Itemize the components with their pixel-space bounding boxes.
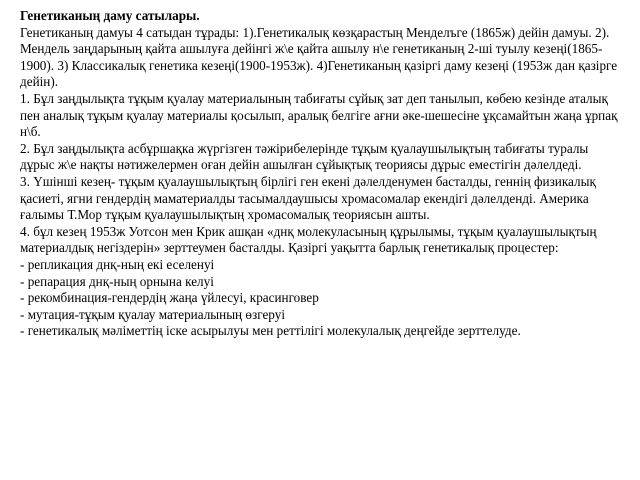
paragraph-stage-4: 4. бұл кезең 1953ж Уотсон мен Крик ашқан «днқ молекуласының құрылымы, тұқым қуалаушылықтың материалдық негіздерін» зерттеумен басталды. Қазіргі уақытта барлық генетикалық процестер: [20,223,597,256]
document-title: Генетиканың даму сатылары. [20,8,200,23]
list-item-genetic-info: - генетикалық мәліметтің іске асырылуы мен реттілігі молекулалық деңгейде зерттелуде. [20,323,521,339]
paragraph-stage-3: 3. Үшінші кезең- тұқым қуалаушылықтың бірлігі ген екені дәлелденумен басталды, геннің физикалық қасиеті, ягни гендердің маматериалды тасымалдаушысы хромасомалар екендігі дәлелденді. Америка ғалымы Т.Мор тұқым қуалаушылықтың хромасомалық теориясын ашты. [20,173,596,223]
paragraph-stage-2: 2. Бұл заңдылықта асбұршақка жүргізген тәжірибелерінде тұқым қуалаушылықтың табиғаты туралы дұрыс ж\е нақты нәтижелермен оған дейін ашылған сұйықтық теориясы дұрыс еместігін дәлелдеді. [20,140,589,173]
paragraph-intro: Генетиканың дамуы 4 сатыдан тұрады: 1).Генетикалық көзқарастың Менделъге (1865ж) дейін дамуы. 2). Мендель заңдарының қайта ашылуға дейінгі ж\е қайта ашылу н\е генетиканың 2-ші туылу кезеңі(1865-1900). 3) Классикалық генетика кезеңі(1900-1953ж). 4)Генетиканың қазіргі даму кезеңі (1953ж дан қазірге дейін). [20,24,618,90]
document-body [20,25,620,340]
list-item-reparation: - репарация днқ-ның орнына келуі [20,273,214,289]
list-item-recombination: - рекомбинация-гендердің жаңа үйлесуі, красинговер [20,290,319,306]
list-item-mutation: - мутация-тұқым қуалау материалының өзгеруі [20,306,285,322]
paragraph-stage-1: 1. Бұл заңдылықта тұқым қуалау материалының табиғаты сұйық зат деп танылып, көбею кезінде аталық пен аналық тұқым қуалау материалы қосылып, аралық белгіге ағни әке-шешесіне ұқсамайтын жаңа ұрпақ н\б. [20,90,618,140]
list-item-replication: - репликация днқ-ның екі еселенуі [20,256,215,272]
